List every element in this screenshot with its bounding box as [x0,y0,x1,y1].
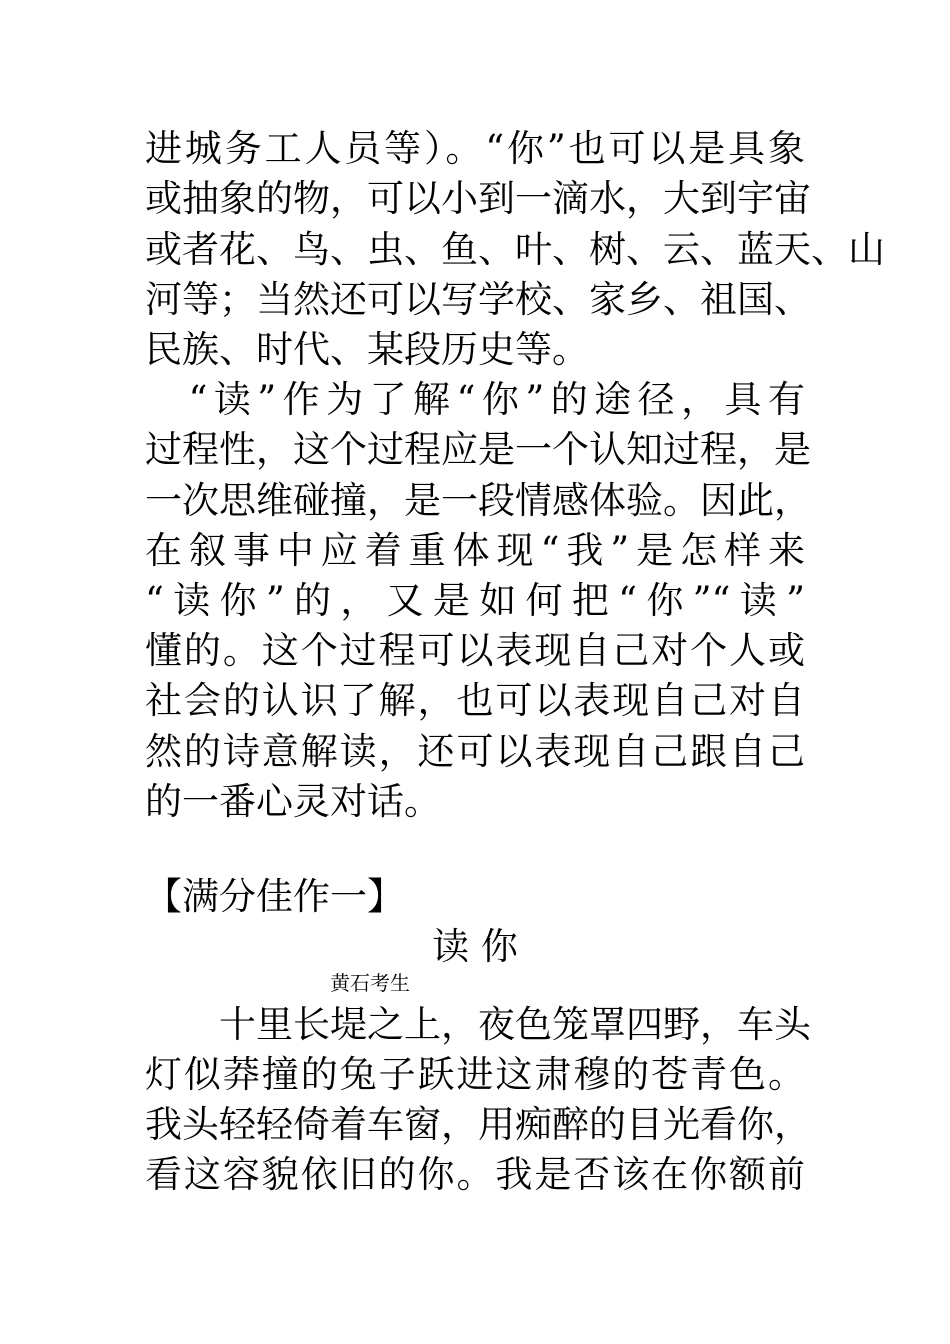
guidance-line: 在叙事中应着重体现“我”是怎样来 [145,529,805,572]
intro-line: 或者花、鸟、虫、鱼、叶、树、云、蓝天、山 [145,228,885,271]
essay-line: 灯似莽撞的兔子跃进这肃穆的苍青色。 [145,1053,805,1096]
essay-title: 读 你 [432,925,518,968]
essay-author: 黄石考生 [330,971,410,995]
essay-line: 十里长堤之上，夜色笼罩四野，车头 [145,1003,811,1046]
essay-line: 看这容貌依旧的你。我是否该在你额前 [145,1153,805,1196]
intro-line: 进城务工人员等）。“你”也可以是具象 [145,127,805,170]
section-heading: 【满分佳作一】 [145,875,404,918]
guidance-line: 然的诗意解读，还可以表现自己跟自己 [145,730,805,773]
guidance-line: “读你”的，又是如何把“你”“读” [145,579,805,622]
intro-line: 或抽象的物，可以小到一滴水，大到宇宙 [145,177,811,220]
intro-line: 河等；当然还可以写学校、家乡、祖国、 [145,278,811,321]
guidance-line: 的一番心灵对话。 [145,780,441,823]
guidance-line: “读”作为了解“你”的途径，具有 [145,378,805,421]
intro-line: 民族、时代、某段历史等。 [145,328,589,371]
guidance-line: 社会的认识了解，也可以表现自己对自 [145,679,805,722]
guidance-line: 过程性，这个过程应是一个认知过程，是 [145,428,811,471]
guidance-line: 一次思维碰撞，是一段情感体验。因此， [145,479,811,522]
essay-line: 我头轻轻倚着车窗，用痴醉的目光看你， [145,1103,811,1146]
guidance-line: 懂的。这个过程可以表现自己对个人或 [145,629,805,672]
